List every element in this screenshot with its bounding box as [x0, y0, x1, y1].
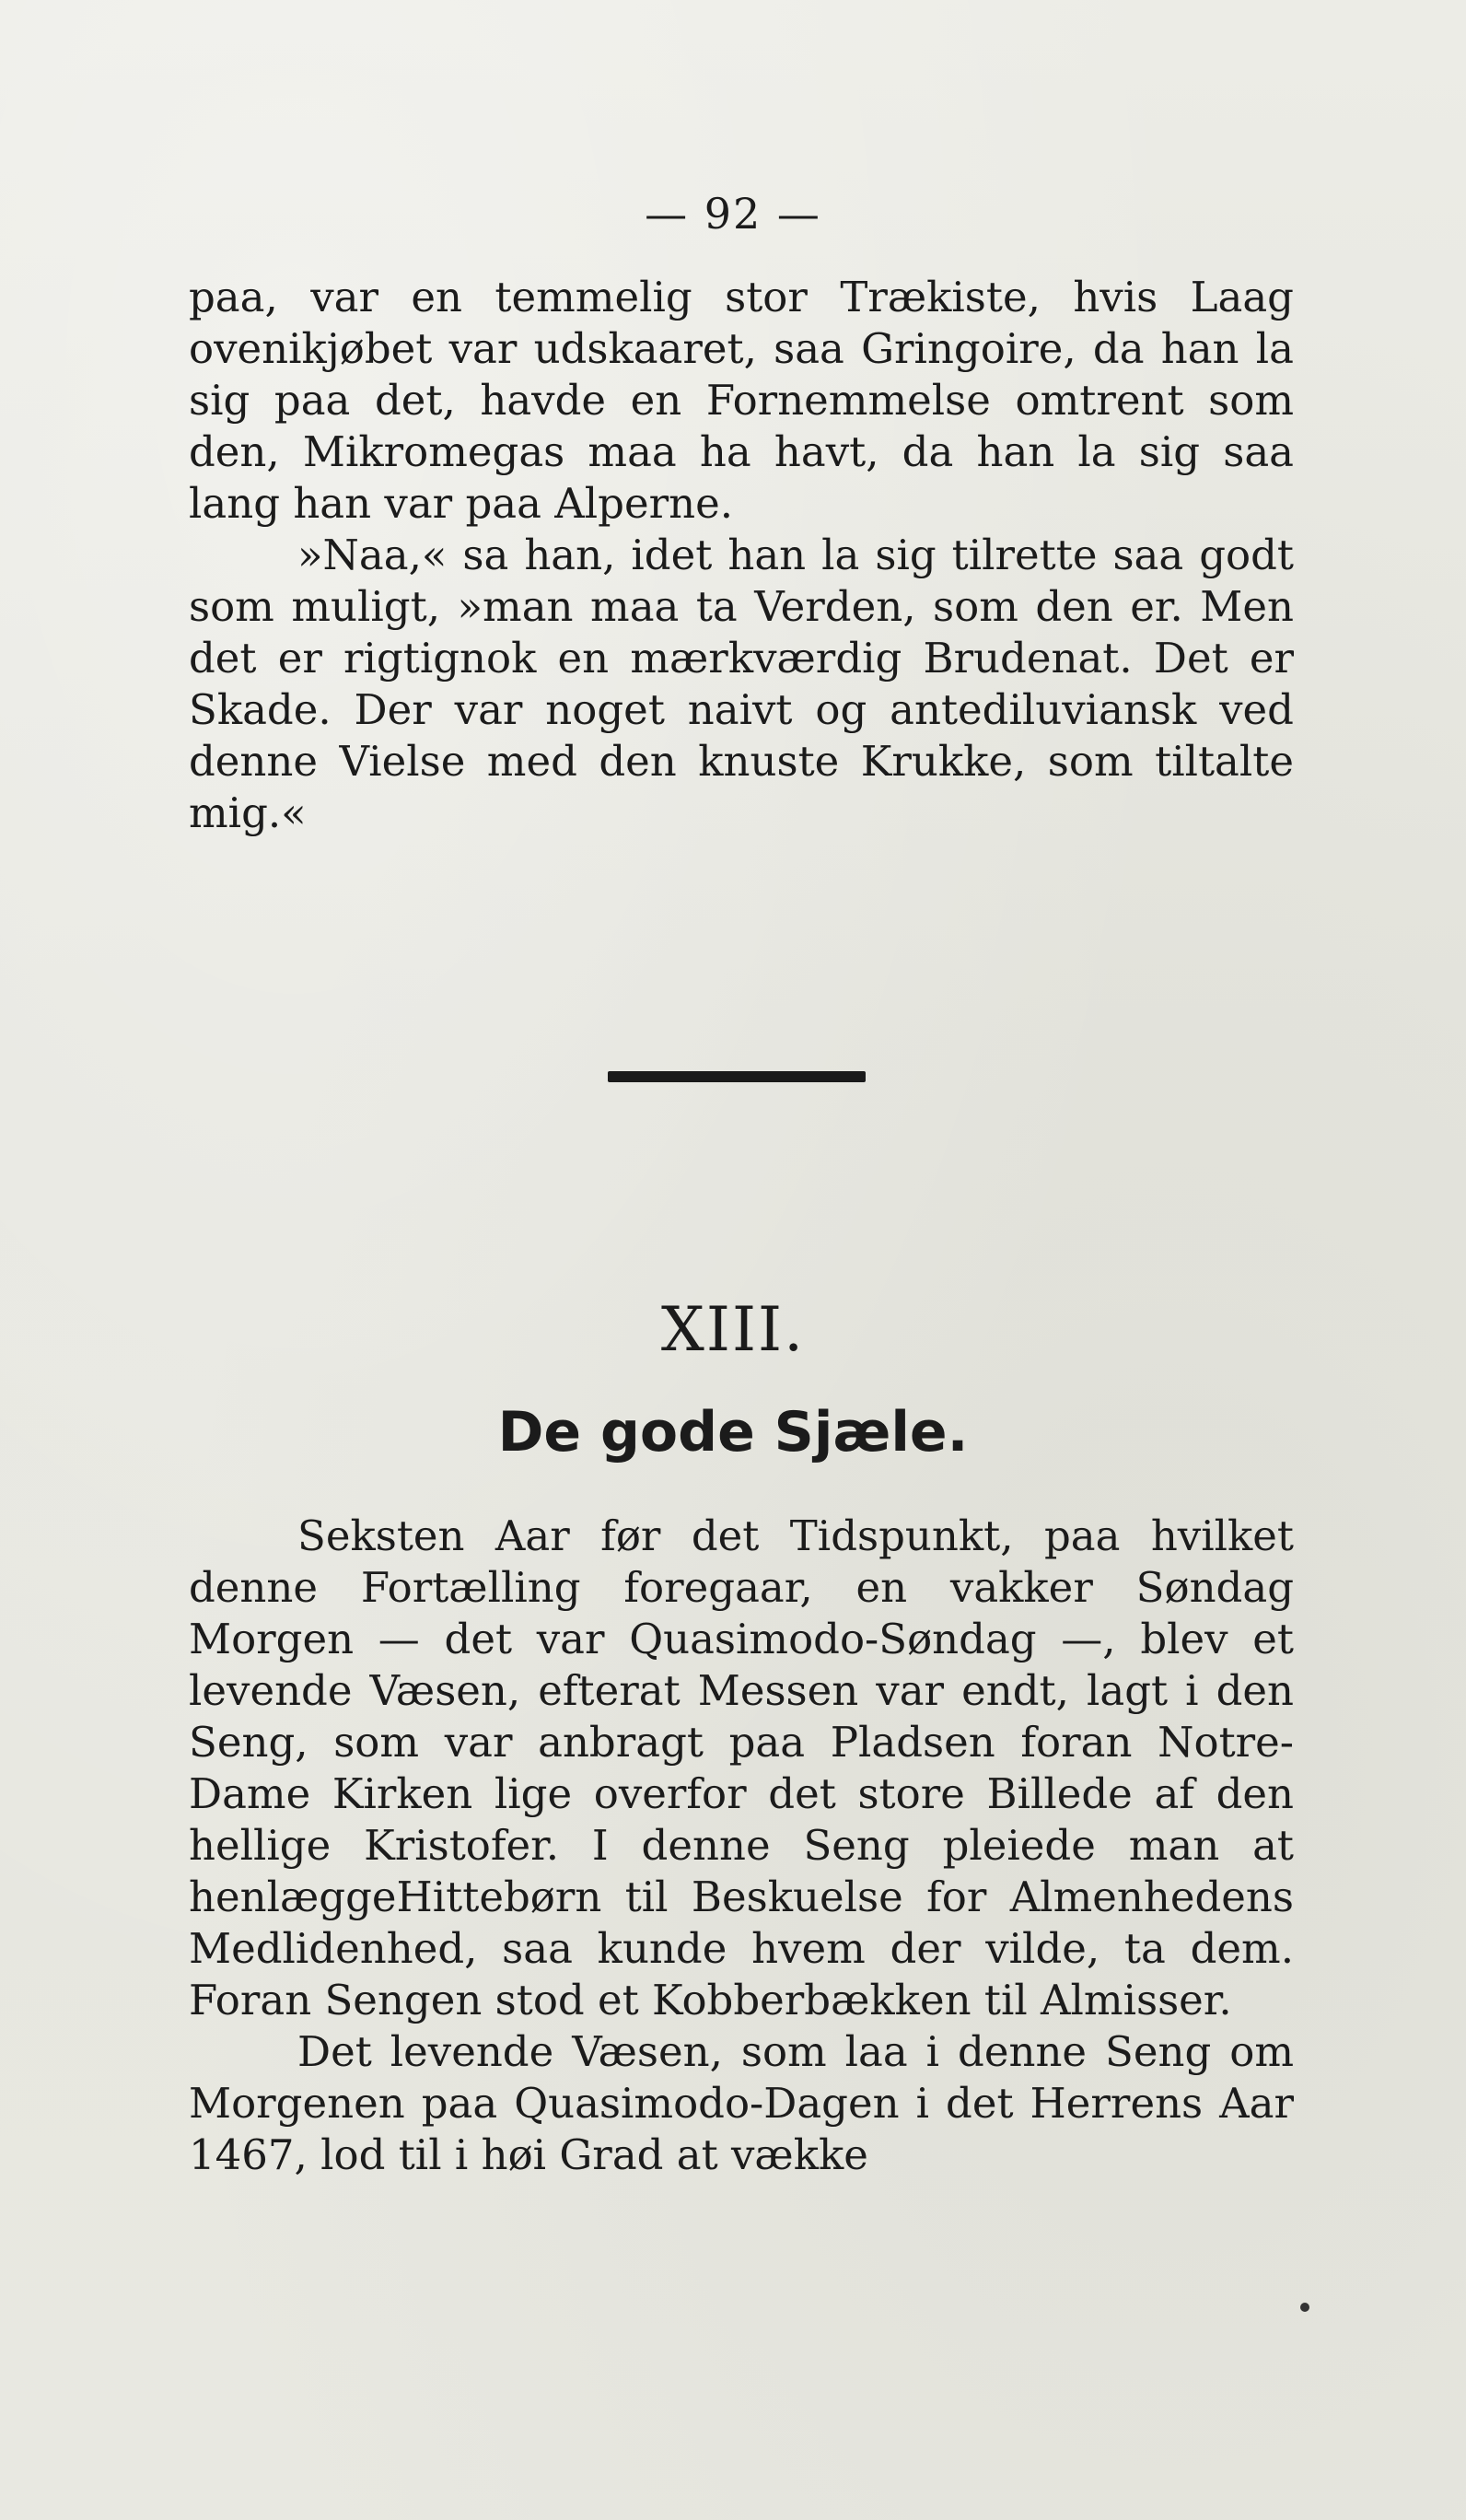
paragraph: Det levende Væsen, som laa i denne Seng om Morgenen paa Quasimodo-Dagen i det Herrens Aar 1467, lod til i høi Grad at vække	[189, 2027, 1294, 2179]
ink-speck	[1300, 2303, 1309, 2312]
page-number: — 92 —	[645, 189, 821, 239]
paragraph: Seksten Aar før det Tidspunkt, paa hvilket denne Fortælling foregaar, en vakker Søndag Morgen — det var Quasimodo-Søndag —, blev et levende Væsen, efterat Messen var endt, lagt i den Seng, som var anbragt paa Pladsen foran Notre-Dame Kirken lige overfor det store Billede af den hellige Kristofer. I denne Seng pleiede man at henlæggeHittebørn til Beskuelse for Almenhedens Medlidenhed, saa kunde hvem der vilde, ta dem. Foran Sengen stod et Kobberbækken til Almisser.	[189, 1511, 1294, 2024]
paragraph: paa, var en temmelig stor Trækiste, hvis Laag ovenikjøbet var udskaaret, saa Gringoire, da han la sig paa det, havde en Fornemmelse omtrent som den, Mikromegas maa ha havt, da han la sig saa lang han var paa Alperne.	[189, 273, 1294, 528]
chapter-title: De gode Sjæle.	[497, 1400, 969, 1464]
top-text-block	[189, 272, 1294, 839]
paragraph: »Naa,« sa han, idet han la sig tilrette saa godt som muligt, »man maa ta Verden, som den er. Men det er rigtignok en mærkværdig Brudenat. Det er Skade. Der var noget naivt og antediluviansk ved denne Vielse med den knuste Krukke, som tiltalte mig.«	[189, 531, 1294, 837]
chapter-number: XIII.	[660, 1294, 806, 1365]
section-divider	[608, 1071, 866, 1082]
chapter-text-block	[189, 1511, 1294, 2181]
